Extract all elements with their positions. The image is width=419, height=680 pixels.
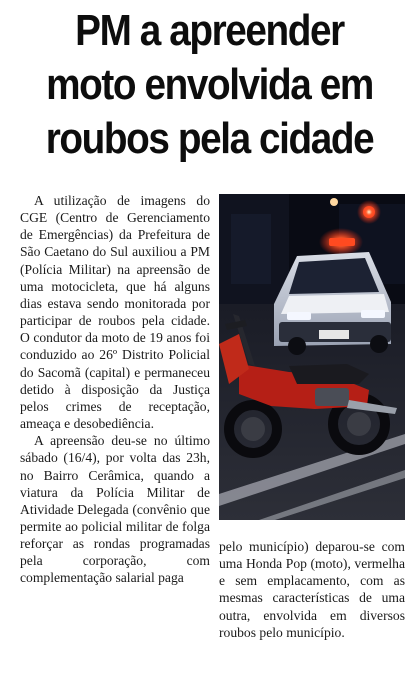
headline-line-1: PM a apreender [75, 6, 344, 55]
news-photo [219, 194, 405, 520]
paragraph-1: A utilização de imagens do CGE (Centro de Gerenciamento de Emergências) da Prefeitura de São Caetano do Sul auxiliou a PM (Polícia Militar) na apreensão de uma motocicleta, que há alguns dias estava sendo monitorada por participar de roubos pela cidade. O condutor da moto de 19 anos foi conduzido ao 26º Distrito Policial do Sacomã (capital) e permaneceu detido à disposição da Justiça pelos crimes de receptação, ameaça e desobediência. [20, 193, 210, 432]
photo-police-car-motorcycle [219, 194, 405, 520]
paragraph-2: A apreensão deu-se no último sábado (16/4), por volta das 23h, no Bairro Cerâmica, quando a viatura da Polícia Militar de Atividade Delegada (convênio que permite ao policial militar de folga reforçar as rondas programadas pela corporação, com complementação salarial paga [20, 433, 210, 586]
paragraph-2-continued: pelo município) deparou-se com uma Honda Pop (moto), vermelha e sem emplacamento, com as mesmas características de uma outra, envolvida em diversos roubos pelo município. [219, 539, 405, 640]
headline-line-3: roubos pela cidade [45, 114, 374, 163]
headline-line-2: moto envolvida em [46, 60, 373, 109]
article-column-left [20, 192, 210, 587]
article-column-right [219, 538, 405, 641]
headline [25, 4, 394, 166]
